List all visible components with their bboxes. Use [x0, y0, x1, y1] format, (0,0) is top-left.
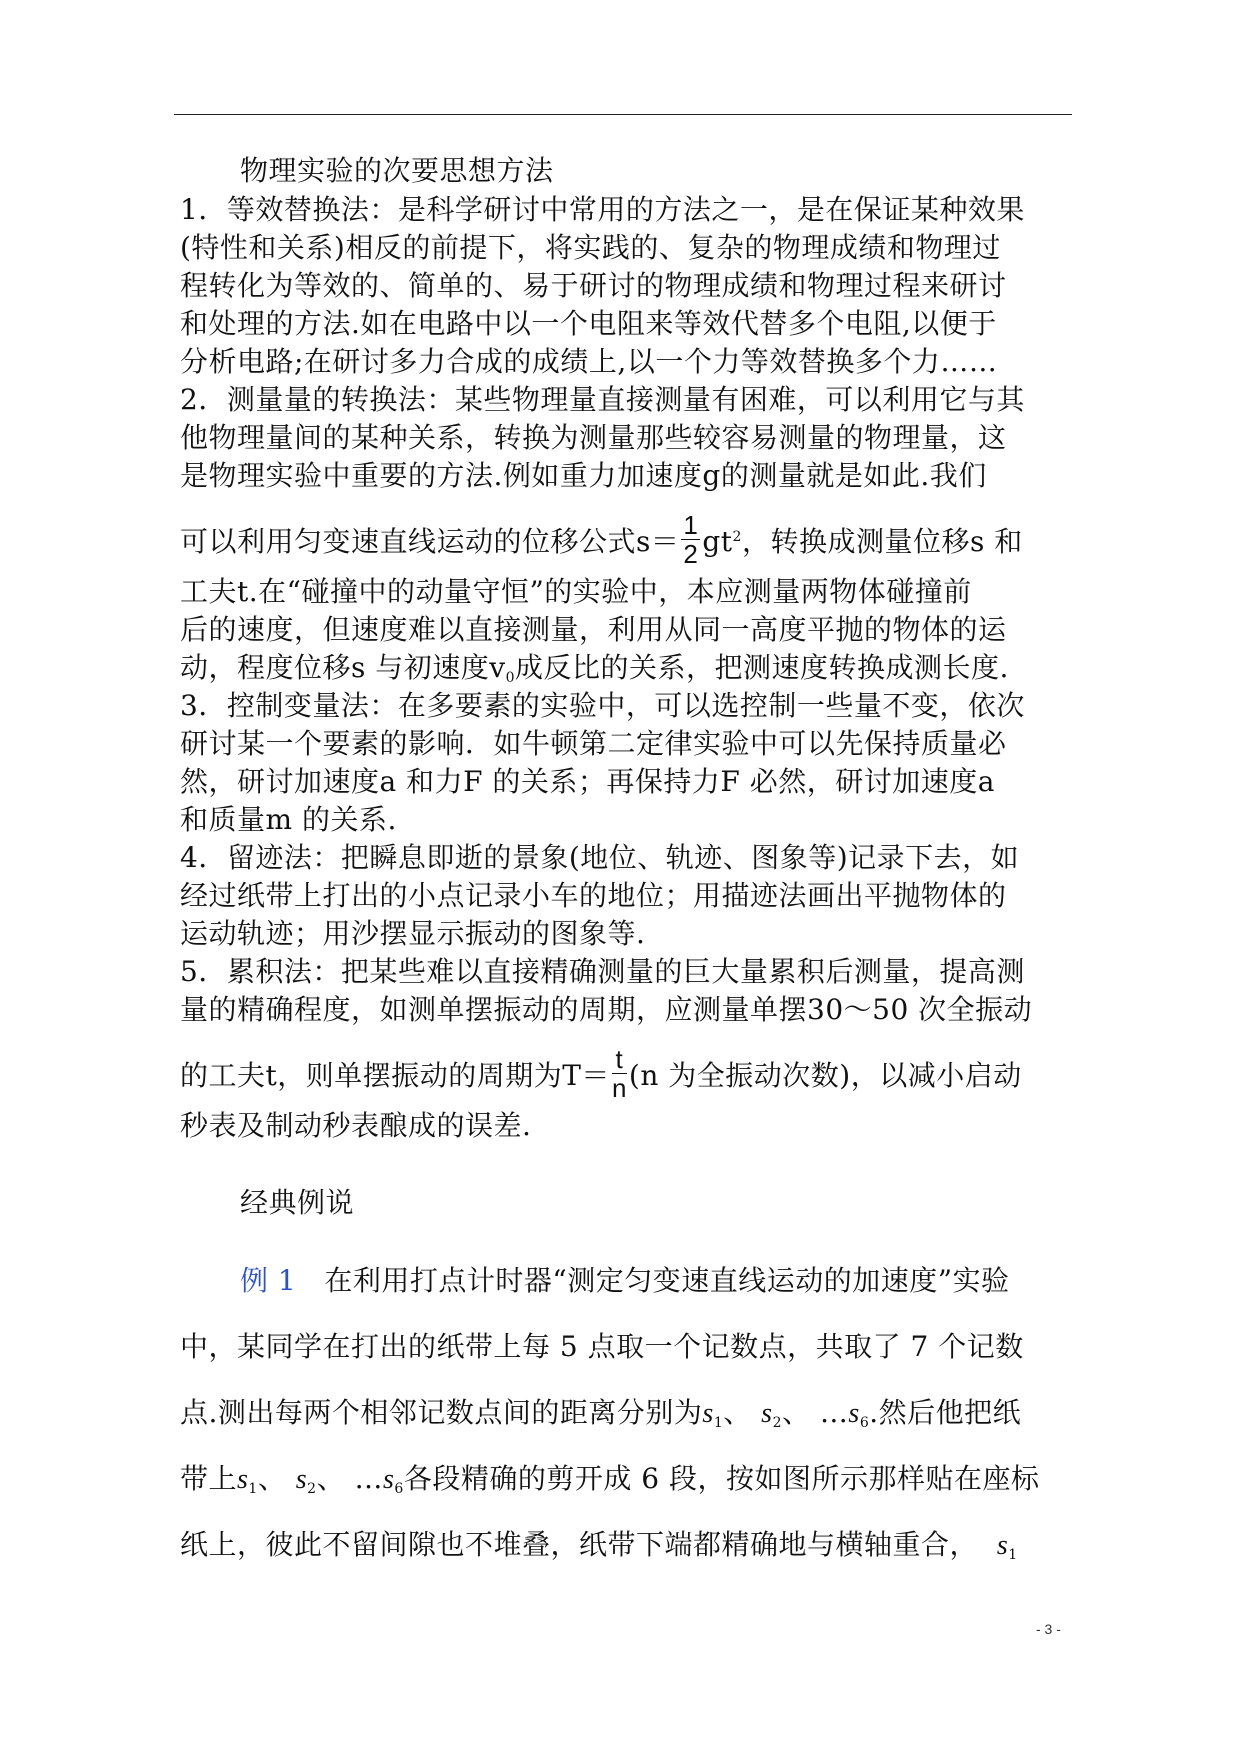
- formula-text-after: ，转换成测量位移s 和: [741, 525, 1023, 558]
- s-subscript: 6: [859, 1415, 870, 1431]
- s-subscript: 1: [248, 1481, 258, 1497]
- example-line-1: [240, 1262, 1010, 1300]
- example-text: 在利用打点计时器“测定匀变速直线运动的加速度”实验: [324, 1264, 1010, 1297]
- period-text-after: (n 为全振动次数)，以减小启动: [628, 1059, 1022, 1092]
- text-line: 3．控制变量法：在多要素的实验中，可以选控制一些量不变，依次: [180, 689, 1025, 722]
- example-text: 带上: [180, 1462, 238, 1495]
- s-variable: s: [383, 1464, 395, 1495]
- text-line: 5．累积法：把某些难以直接精确测量的巨大量累积后测量，提高测: [180, 955, 1025, 988]
- fraction-denominator: 2: [683, 539, 699, 569]
- text-line: 然，研讨加速度a 和力F 的关系；再保持力F 必然，研讨加速度a: [180, 765, 995, 798]
- text-line: 分析电路;在研讨多力合成的成绩上,以一个力等效替换多个力……: [180, 345, 998, 378]
- s-subscript: 1: [713, 1415, 724, 1431]
- formula-text-before: 可以利用匀变速直线运动的位移公式s＝: [180, 525, 680, 558]
- s-subscript: 6: [394, 1481, 404, 1497]
- s-variable: s: [848, 1398, 860, 1429]
- period-text-before: 的工夫t，则单摆振动的周期为T＝: [180, 1059, 610, 1092]
- text-line: (特性和关系)相反的前提下，将实践的、复杂的物理成绩和物理过: [180, 231, 1001, 264]
- text-line: 工夫t.在“碰撞中的动量守恒”的实验中，本应测量两物体碰撞前: [180, 575, 972, 608]
- s-variable: s: [996, 1530, 1009, 1561]
- example-line-5: [180, 1526, 1018, 1574]
- s-subscript: 2: [307, 1481, 317, 1497]
- example-line-2: 中，某同学在打出的纸带上每 5 点取一个记数点，共取了 7 个记数: [180, 1330, 1024, 1363]
- section-title: 经典例说: [240, 1186, 355, 1219]
- example-line-3: [180, 1394, 1021, 1442]
- text-line: 他物理量间的某种关系，转换为测量那些较容易测量的物理量，这: [180, 421, 1007, 454]
- example-text: 各段精确的剪开成 6 段，按如图所示那样贴在座标: [403, 1462, 1040, 1495]
- example-text: 点.测出每两个相邻记数点间的距离分别为: [180, 1396, 703, 1429]
- text-line: 是物理实验中重要的方法.例如重力加速度g的测量就是如此.我们: [180, 459, 987, 492]
- s-variable: s: [761, 1398, 773, 1429]
- fraction-denominator: n: [611, 1073, 627, 1103]
- separator: 、: [257, 1462, 287, 1495]
- formula-line-displacement: [180, 510, 1023, 572]
- formula-gt: gt: [702, 525, 733, 558]
- text-line: 经过纸带上打出的小点记录小车的地位；用描迹法画出平抛物体的: [180, 879, 1007, 912]
- s-variable: s: [237, 1464, 249, 1495]
- text-line: 研讨某一个要素的影响．如牛顿第二定律实验中可以先保持质量必: [180, 727, 1007, 760]
- page-number: - 3 -: [1036, 1621, 1061, 1637]
- document-title: 物理实验的次要思想方法: [240, 154, 554, 187]
- fraction-numerator: 1: [683, 510, 699, 540]
- fraction-one-half: [681, 511, 700, 568]
- ellipsis: …: [819, 1396, 849, 1429]
- example-line-4: [180, 1460, 1039, 1508]
- separator: 、: [723, 1396, 752, 1429]
- formula-line-period: [180, 1044, 1022, 1106]
- text-line: 和处理的方法.如在电路中以一个电阻来等效代替多个电阻,以便于: [180, 307, 997, 340]
- v0-text-after: 成反比的关系，把测速度转换成测长度.: [515, 651, 1009, 684]
- text-line: 2．测量量的转换法：某些物理量直接测量有困难，可以利用它与其: [180, 383, 1025, 416]
- s-variable: s: [295, 1464, 308, 1495]
- text-line: 运动轨迹；用沙摆显示振动的图象等.: [180, 917, 646, 950]
- example-text: 纸上，彼此不留间隙也不堆叠，纸带下端都精确地与横轴重合，: [180, 1528, 979, 1561]
- text-line: 程转化为等效的、简单的、易于研讨的物理成绩和物理过程来研讨: [180, 269, 1007, 302]
- separator: 、: [316, 1462, 346, 1495]
- text-line: 1．等效替换法：是科学研讨中常用的方法之一，是在保证某种效果: [180, 193, 1025, 226]
- text-line: 量的精确程度，如测单摆振动的周期，应测量单摆30～50 次全振动: [180, 993, 1033, 1026]
- v0-subscript: 0: [505, 670, 516, 686]
- example-label: 例 1: [240, 1264, 297, 1297]
- text-line: 秒表及制动秒表酿成的误差.: [180, 1109, 532, 1142]
- s-subscript: 1: [1008, 1547, 1018, 1563]
- header-rule: [174, 114, 1072, 115]
- ellipsis: …: [354, 1462, 384, 1495]
- formula-exponent: 2: [732, 529, 742, 545]
- example-text: .然后他把纸: [869, 1396, 1022, 1429]
- v0-text-before: 动，程度位移s 与初速度v: [180, 651, 506, 684]
- text-line: 和质量m 的关系.: [180, 803, 397, 836]
- separator: 、: [781, 1396, 811, 1429]
- fraction-t-over-n: [612, 1045, 627, 1102]
- s-variable: s: [702, 1398, 714, 1429]
- s-subscript: 2: [772, 1415, 782, 1431]
- text-line: 4．留迹法：把瞬息即逝的景象(地位、轨迹、图象等)记录下去，如: [180, 841, 1020, 874]
- text-line: 后的速度，但速度难以直接测量，利用从同一高度平抛的物体的运: [180, 613, 1007, 646]
- fraction-numerator: t: [612, 1045, 627, 1074]
